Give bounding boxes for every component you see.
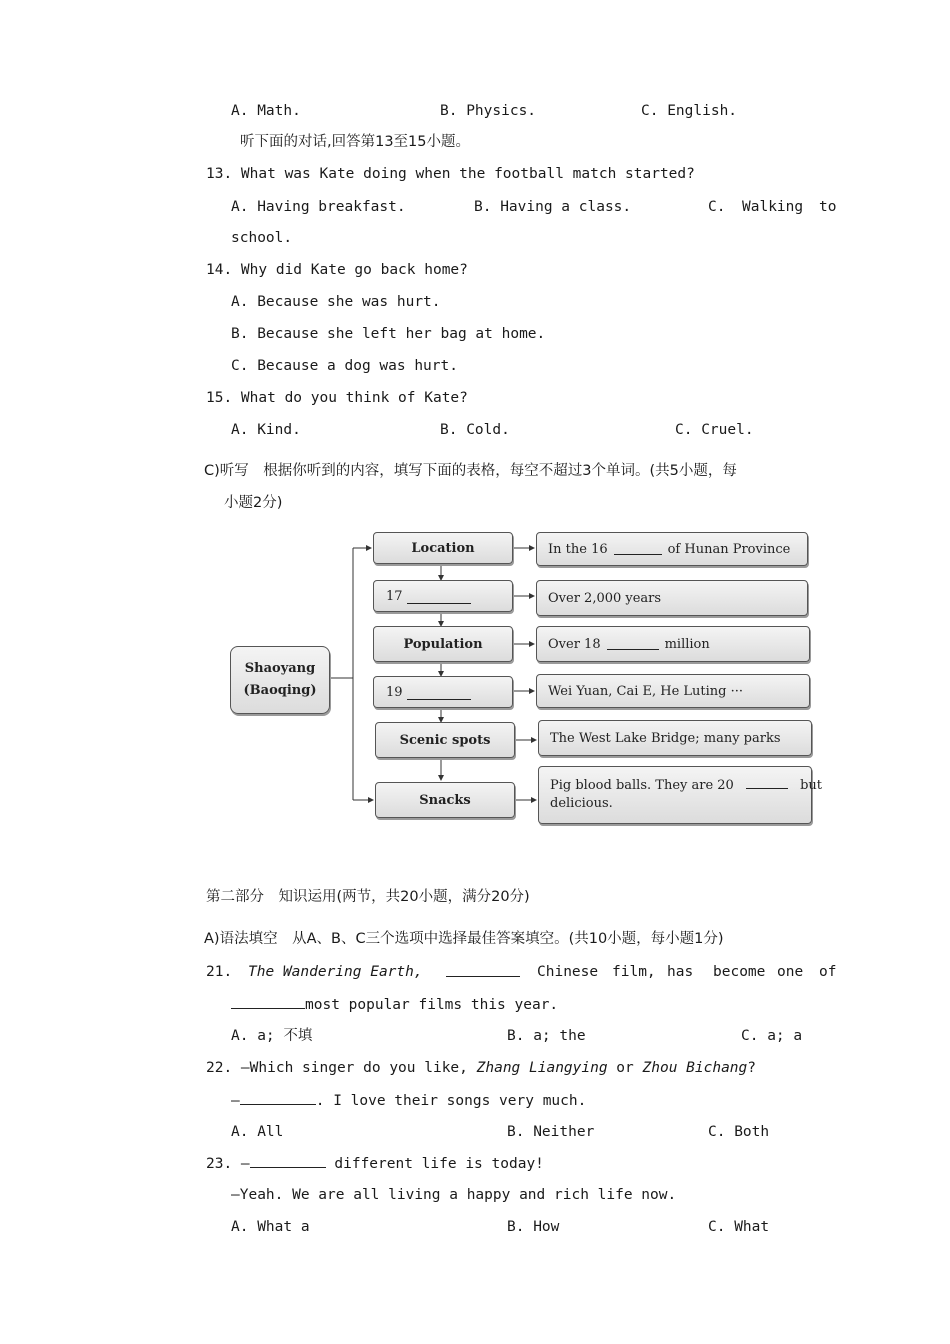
q21-word-become: become <box>713 964 766 980</box>
q14-option-b: B. Because she left her bag at home. <box>231 326 546 342</box>
q23-stem-pre: 23. — <box>206 1156 250 1172</box>
q23-option-a: A. What a <box>231 1219 310 1235</box>
blank-19-line[interactable] <box>407 685 471 700</box>
q22-name-2: Zhou Bichang <box>642 1060 748 1076</box>
q14-stem: 14. Why did Kate go back home? <box>206 262 468 278</box>
q15-option-b: B. Cold. <box>440 422 510 438</box>
q22-stem-post: ? <box>747 1060 756 1076</box>
left-label-population: Population <box>403 636 483 652</box>
q21-blank-2[interactable] <box>231 994 305 1009</box>
listening-instruction-13-15: 听下面的对话,回答第13至15小题。 <box>240 134 471 150</box>
q15-option-c: C. Cruel. <box>675 422 754 438</box>
q12-option-a: A. Math. <box>231 103 301 119</box>
q13-option-a: A. Having breakfast. <box>231 199 406 215</box>
q13-option-b: B. Having a class. <box>474 199 632 215</box>
q21-word-one: one <box>777 964 804 980</box>
blank-17-number: 17 <box>386 588 403 604</box>
section-c-instruction-cont: 小题2分) <box>224 495 283 511</box>
right-box-scenic-spots <box>538 720 812 756</box>
q21-option-b: B. a; the <box>507 1028 586 1044</box>
q23-option-c: C. What <box>708 1219 770 1235</box>
q14-option-a: A. Because she was hurt. <box>231 294 441 310</box>
q12-option-b: B. Physics. <box>440 103 537 119</box>
q21-word-has: has <box>667 964 694 980</box>
part2-title: 第二部分 知识运用(两节，共20小题，满分20分) <box>206 889 530 905</box>
q13-option-c-letter: C. <box>708 199 726 215</box>
q21-option-a: A. a; 不填 <box>231 1028 313 1044</box>
right-text-history: Over 2,000 years <box>548 590 662 606</box>
q15-stem: 15. What do you think of Kate? <box>206 390 468 406</box>
q22-name-1: Zhang Liangying <box>476 1060 608 1076</box>
section-c-instruction: C)听写 根据你听到的内容，填写下面的表格，每空不超过3个单词。(共5小题，每 <box>204 463 737 479</box>
right-text-location-post: of Hunan Province <box>667 541 791 557</box>
q22-option-b: B. Neither <box>507 1124 595 1140</box>
left-box-location <box>373 532 513 564</box>
right-box-people <box>536 674 810 708</box>
q22-dash: — <box>231 1093 240 1109</box>
left-box-population <box>373 626 513 662</box>
q21-word-of: of <box>819 964 837 980</box>
q22-option-c: C. Both <box>708 1124 770 1140</box>
right-text-population-post: million <box>664 636 710 652</box>
q21-blank-1[interactable] <box>446 962 520 977</box>
left-box-17 <box>373 580 513 612</box>
q13-option-c-cont: school. <box>231 230 293 246</box>
q23-option-b: B. How <box>507 1219 560 1235</box>
q23-stem <box>206 1153 544 1174</box>
right-box-snacks <box>538 766 823 824</box>
q21-option-c: C. a; a <box>741 1028 803 1044</box>
q21-number: 21. <box>206 964 233 980</box>
right-text-scenic-spots: The West Lake Bridge; many parks <box>550 730 781 746</box>
part2-section-a-instruction: A)语法填空 从A、B、C三个选项中选择最佳答案填空。(共10小题，每小题1分) <box>204 931 724 947</box>
q14-option-c: C. Because a dog was hurt. <box>231 358 458 374</box>
right-box-history <box>536 580 808 616</box>
q15-option-a: A. Kind. <box>231 422 301 438</box>
shaoyang-diagram <box>226 528 823 830</box>
q13-option-c-word2: to <box>819 199 837 215</box>
q22-option-a: A. All <box>231 1124 284 1140</box>
q21-cont-text: most popular films this year. <box>305 997 559 1013</box>
right-box-population <box>536 626 810 662</box>
q22-stem <box>206 1058 756 1078</box>
q21-title-italic: The Wandering Earth, <box>248 964 423 980</box>
left-label-scenic-spots: Scenic spots <box>399 732 491 748</box>
right-text-snacks-line2: delicious. <box>550 796 613 811</box>
q12-option-c: C. English. <box>641 103 738 119</box>
blank-18-line[interactable] <box>607 638 659 650</box>
root-box-shaoyang <box>230 646 330 714</box>
q13-stem: 13. What was Kate doing when the football match started? <box>206 166 695 182</box>
blank-19-number: 19 <box>386 684 403 700</box>
right-text-people: Wei Yuan, Cai E, He Luting ··· <box>548 683 744 699</box>
q21-title <box>248 962 423 982</box>
q22-answer-line <box>231 1090 586 1111</box>
q22-answer-text: . I love their songs very much. <box>315 1093 587 1109</box>
q21-word-chinese: Chinese <box>537 964 599 980</box>
blank-17-line[interactable] <box>407 589 471 604</box>
root-label-line2: (Baoqing) <box>243 683 317 698</box>
left-box-19 <box>373 676 513 708</box>
q13-option-c-word1: Walking <box>742 199 804 215</box>
right-text-snacks-pre: Pig blood balls. They are 20 <box>550 778 734 793</box>
left-box-scenic-spots <box>375 722 515 758</box>
q21-word-film: film, <box>612 964 656 980</box>
q23-reply: —Yeah. We are all living a happy and rich life now. <box>231 1187 677 1203</box>
q22-stem-pre: 22. —Which singer do you like, <box>206 1060 477 1076</box>
right-text-snacks-post: but <box>800 778 823 793</box>
q22-stem-mid: or <box>607 1060 643 1076</box>
q21-cont <box>231 994 558 1015</box>
right-box-location <box>536 532 808 566</box>
right-text-population-pre: Over 18 <box>548 636 601 652</box>
left-label-location: Location <box>411 540 475 556</box>
q23-stem-post: different life is today! <box>325 1156 544 1172</box>
blank-20-line[interactable] <box>746 777 788 789</box>
left-label-snacks: Snacks <box>419 792 471 808</box>
blank-16-line[interactable] <box>614 543 662 555</box>
root-label-line1: Shaoyang <box>244 661 316 676</box>
right-text-location-pre: In the 16 <box>548 541 608 557</box>
q22-blank[interactable] <box>240 1090 316 1105</box>
q23-blank[interactable] <box>250 1153 326 1168</box>
left-box-snacks <box>375 782 515 818</box>
